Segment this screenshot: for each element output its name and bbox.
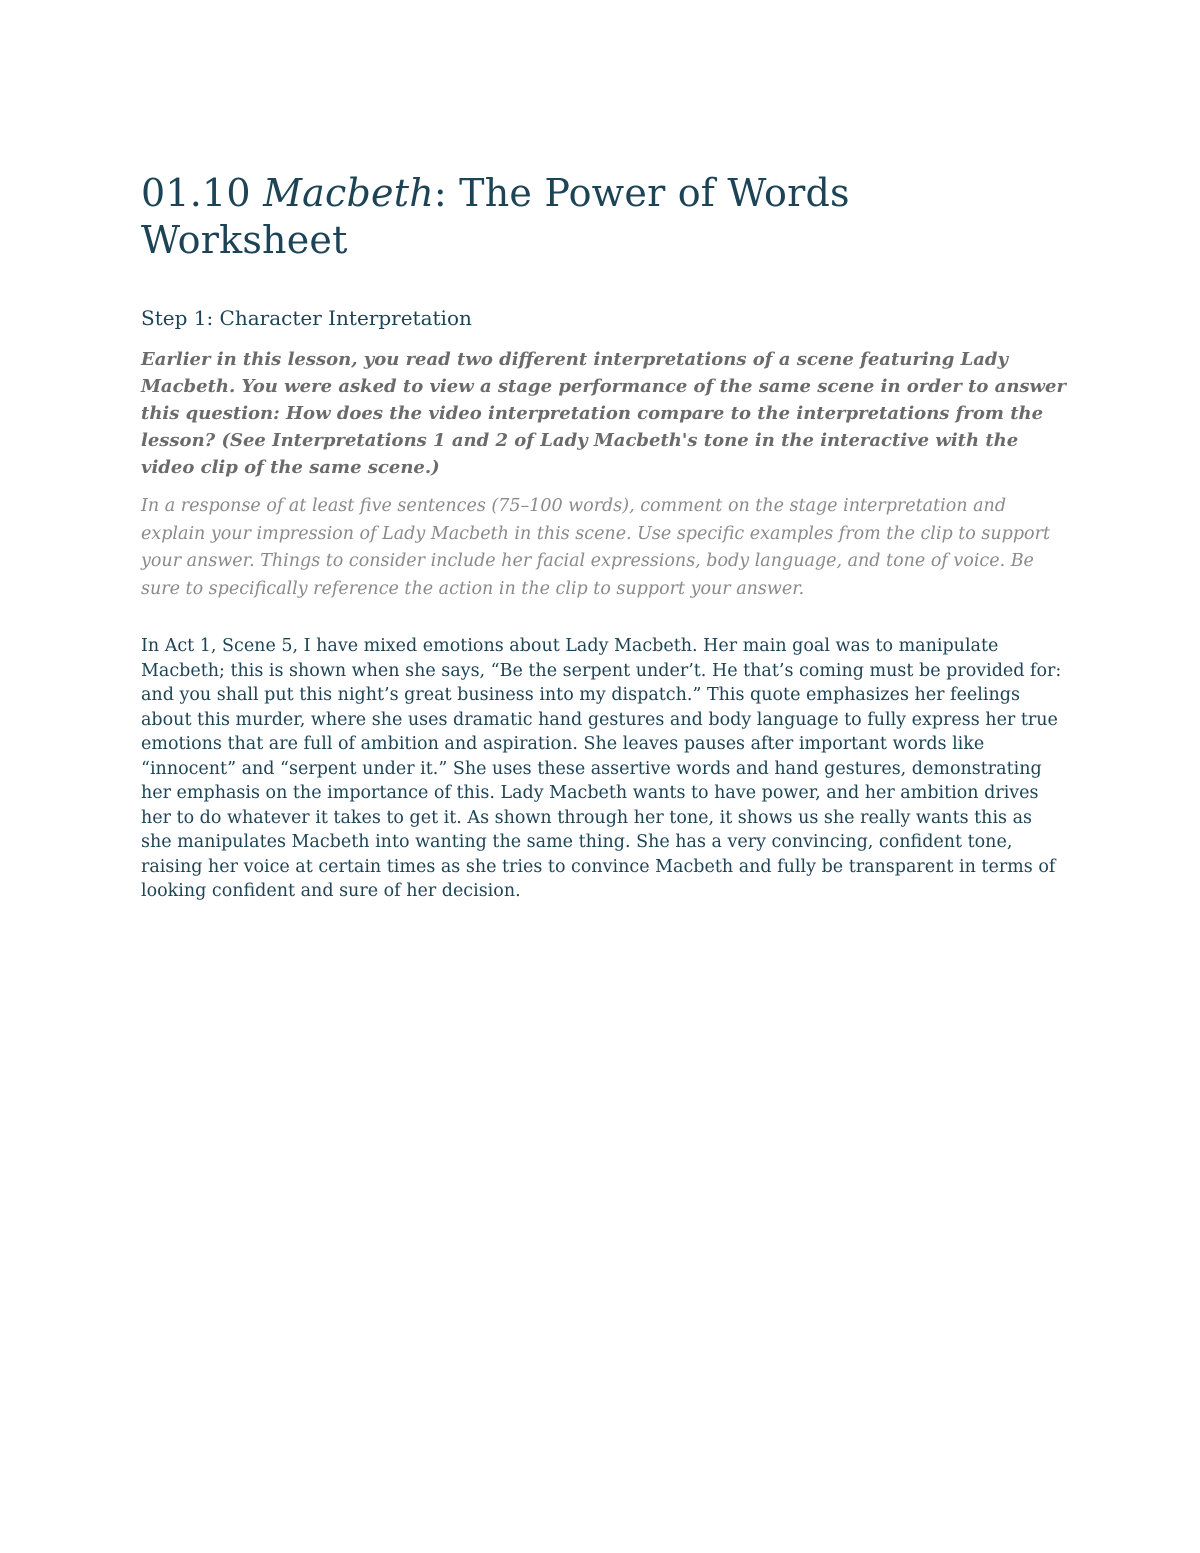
response-instructions: In a response of at least five sentences (75–100 words), comment on the stage interpretation and explain your impression of Lady Macbeth in this scene. Use specific examples from the clip to support your answer. Things to consider include her facial expressions, body language, and tone of voice. Be sure to specifically reference the action in the clip to support your answer.: [141, 496, 1050, 599]
step-heading: Step 1: Character Interpretation: [141, 306, 472, 330]
title-prefix: 01.10: [141, 171, 264, 215]
worksheet-page: [141, 170, 1066, 904]
question-prompt: Earlier in this lesson, you read two different interpretations of a scene featuring Lady Macbeth. You were asked to view a stage performance of the same scene in order to answer this question: How does the video interpretation compare to the interpretations from the lesson? (See Interpretations 1 and 2 of Lady Macbeth's tone in the interactive with the video clip of the same scene.): [141, 349, 1066, 478]
title-suffix: : The Power of Words Worksheet: [141, 171, 850, 262]
page-title: [141, 170, 1066, 264]
title-italic: Macbeth: [263, 171, 434, 215]
student-answer: In Act 1, Scene 5, I have mixed emotions about Lady Macbeth. Her main goal was to manipulate Macbeth; this is shown when she says, “Be the serpent under’t. He that’s coming must be provided for: and you shall put this night’s great business into my dispatch.” This quote emphasizes her feelings about this murder, where she uses dramatic hand gestures and body language to fully express her true emotions that are full of ambition and aspiration. She leaves pauses after important words like “innocent” and “serpent under it.” She uses these assertive words and hand gestures, demonstrating her emphasis on the importance of this. Lady Macbeth wants to have power, and her ambition drives her to do whatever it takes to get it. As shown through her tone, it shows us she really wants this as she manipulates Macbeth into wanting the same thing. She has a very convincing, confident tone, raising her voice at certain times as she tries to convince Macbeth and fully be transparent in terms of looking confident and sure of her decision.: [141, 636, 1062, 901]
